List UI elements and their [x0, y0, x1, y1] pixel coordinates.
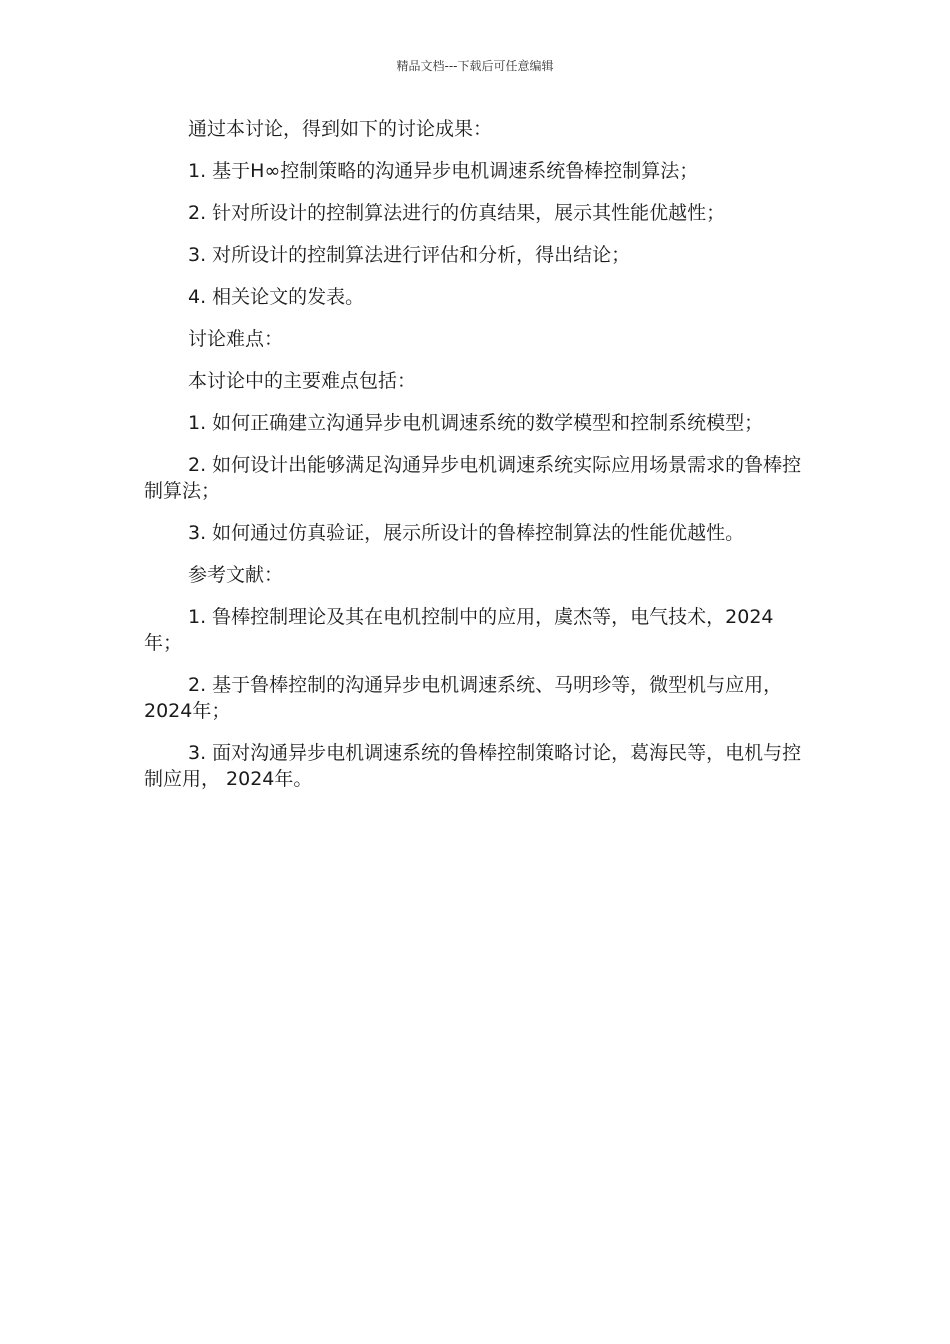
paragraph-difficulty-3: 3. 如何通过仿真验证，展示所设计的鲁棒控制算法的性能优越性。	[188, 522, 745, 544]
paragraph-result-4: 4. 相关论文的发表。	[188, 286, 365, 308]
document-body	[144, 116, 804, 808]
paragraph-result-2: 2. 针对所设计的控制算法进行的仿真结果，展示其性能优越性；	[188, 202, 726, 224]
paragraph-result-3: 3. 对所设计的控制算法进行评估和分析，得出结论；	[188, 244, 631, 266]
heading-difficulties: 讨论难点：	[188, 328, 284, 350]
paragraph-results-intro: 通过本讨论，得到如下的讨论成果：	[188, 118, 493, 140]
page-header: 精品文档---下载后可任意编辑	[396, 59, 554, 73]
heading-references: 参考文献：	[188, 564, 284, 586]
paragraph-difficulty-1: 1. 如何正确建立沟通异步电机调速系统的数学模型和控制系统模型；	[188, 412, 764, 434]
paragraph-difficulty-2: 2. 如何设计出能够满足沟通异步电机调速系统实际应用场景需求的鲁棒控制算法；	[144, 454, 802, 502]
reference-2: 2. 基于鲁棒控制的沟通异步电机调速系统、马明珍等，微型机与应用，2024年；	[144, 674, 783, 722]
paragraph-difficulties-intro: 本讨论中的主要难点包括：	[188, 370, 417, 392]
reference-3: 3. 面对沟通异步电机调速系统的鲁棒控制策略讨论，葛海民等，电机与控制应用， 2024年。	[144, 742, 802, 790]
reference-1: 1. 鲁棒控制理论及其在电机控制中的应用，虞杰等，电气技术，2024年；	[144, 606, 774, 654]
paragraph-result-1: 1. 基于H∞控制策略的沟通异步电机调速系统鲁棒控制算法；	[188, 160, 699, 182]
